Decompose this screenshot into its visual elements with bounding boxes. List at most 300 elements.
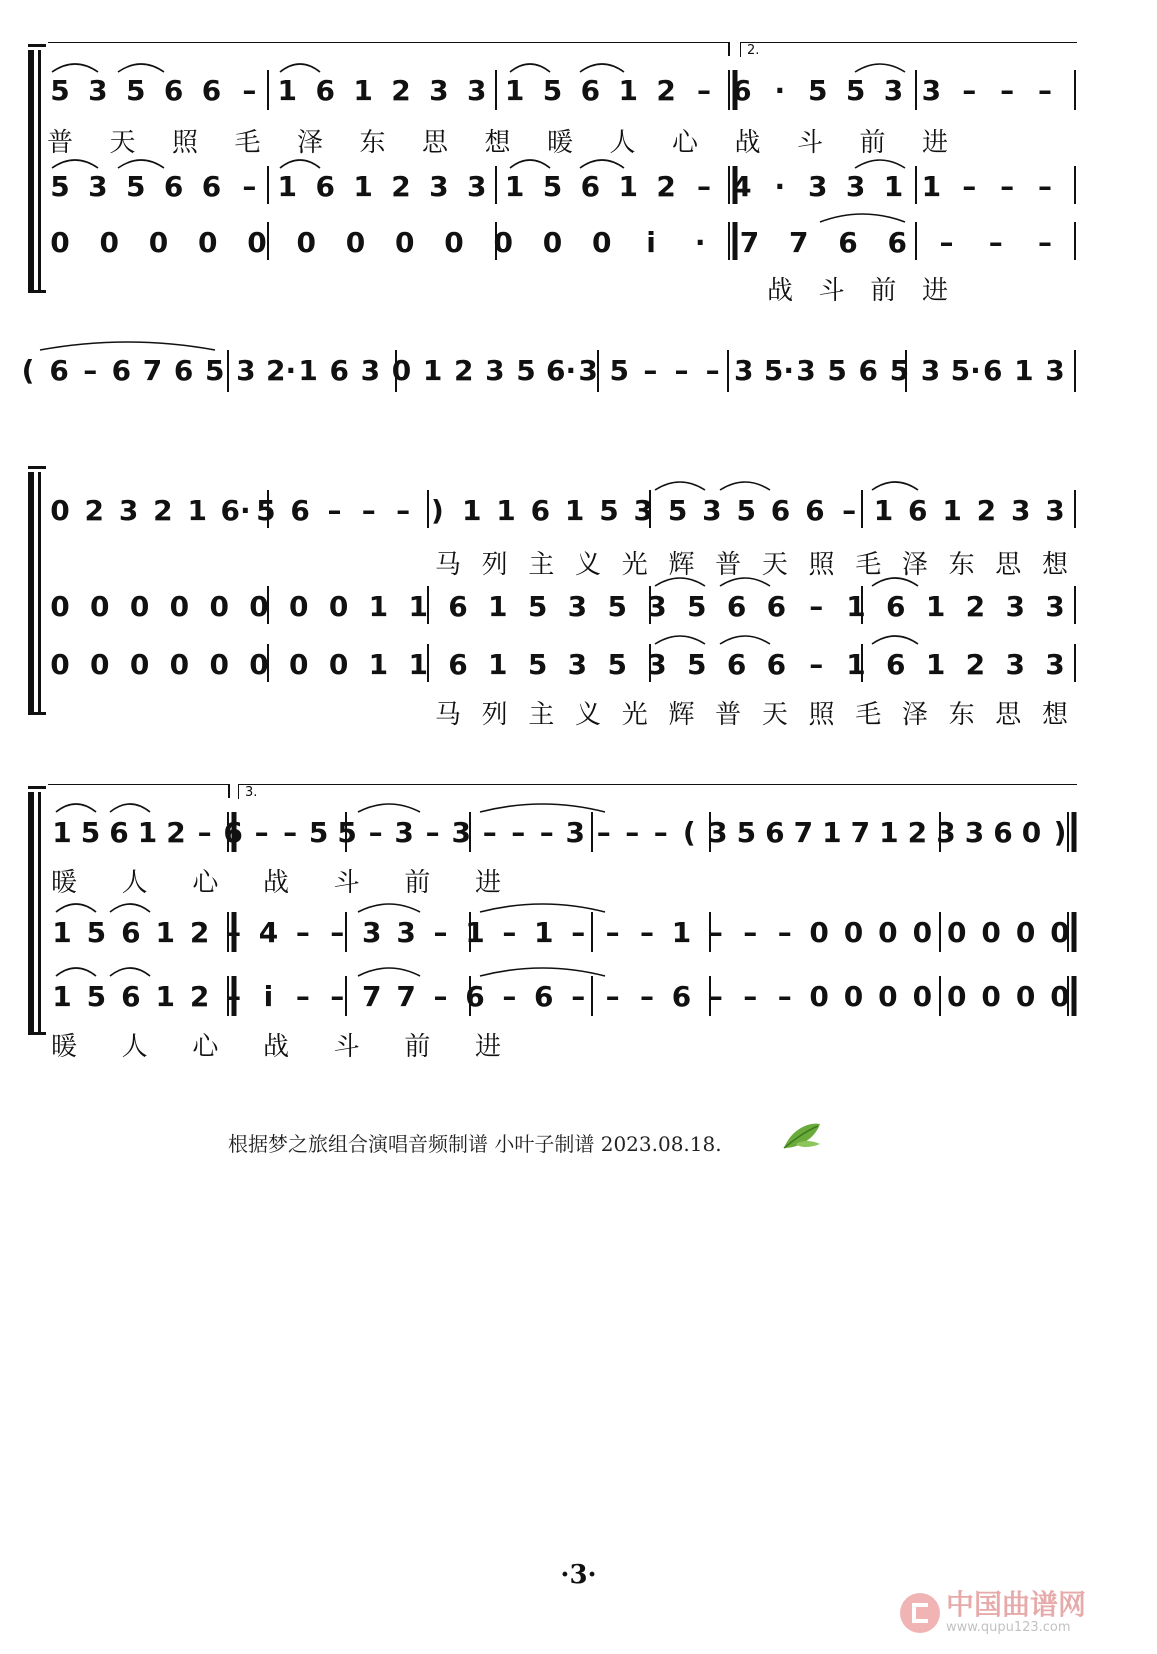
note: 0: [209, 590, 229, 623]
note: 1: [187, 494, 207, 527]
note: 1: [504, 170, 525, 203]
watermark-url: www.qupu123.com: [946, 1619, 1071, 1635]
lyric: 斗: [333, 868, 360, 898]
note: 0: [843, 980, 864, 1013]
lyric: 想: [1041, 700, 1068, 730]
note: –: [842, 494, 857, 527]
note: 5: [50, 170, 70, 203]
note: 2: [656, 170, 676, 203]
note: 3: [1045, 648, 1065, 681]
note: 6: [993, 816, 1013, 849]
note: 6: [530, 494, 551, 527]
note: 3: [451, 816, 471, 849]
note: –: [197, 816, 212, 849]
note: 1: [408, 648, 428, 681]
lyric: 思: [995, 550, 1022, 580]
note: 6: [315, 74, 335, 107]
note: –: [743, 980, 758, 1013]
note: 7: [396, 980, 416, 1013]
lyric: 泽: [901, 700, 928, 730]
note: 0: [843, 916, 864, 949]
site-watermark: [900, 1590, 1086, 1635]
note: 6: [726, 648, 747, 681]
note: –: [708, 916, 723, 949]
note: 3: [88, 170, 108, 203]
note: 3: [236, 354, 256, 387]
note: –: [1038, 170, 1052, 203]
note: –: [708, 980, 723, 1013]
note: (: [21, 354, 35, 387]
lyric: 毛: [234, 128, 261, 158]
lyric: 普: [715, 550, 742, 580]
note: 0: [1015, 980, 1036, 1013]
note: 6: [223, 816, 243, 849]
note: 0: [50, 494, 70, 527]
note: 1: [368, 648, 389, 681]
note: 3: [1045, 354, 1065, 387]
note: –: [539, 816, 554, 849]
lyric: 暖: [50, 1032, 77, 1062]
note: 6: [448, 648, 468, 681]
note: 6: [580, 74, 601, 107]
lyric: 东: [359, 128, 386, 158]
note: 0: [1050, 980, 1070, 1013]
note: 0: [391, 354, 412, 387]
note: 3: [567, 648, 588, 681]
note: 6: [465, 980, 485, 1013]
note: 3: [361, 916, 382, 949]
note: 6: [201, 74, 222, 107]
note: –: [809, 648, 824, 681]
note: 7: [142, 354, 163, 387]
note: –: [396, 494, 411, 527]
lyric: 斗: [333, 1032, 360, 1062]
lyric: 主: [528, 550, 555, 580]
lyric: 前: [859, 128, 886, 158]
note: 1: [461, 494, 482, 527]
note: –: [295, 916, 310, 949]
lyric: 暖: [546, 128, 573, 158]
note: 5: [204, 354, 225, 387]
note: 3: [633, 494, 653, 527]
lyric: 天: [109, 128, 136, 158]
note: 5: [687, 590, 707, 623]
note: –: [777, 916, 792, 949]
note: 6: [765, 816, 785, 849]
volta-2: 2.: [740, 42, 1077, 57]
note: 7: [789, 226, 809, 259]
note: 3: [429, 170, 449, 203]
note: 3: [702, 494, 722, 527]
note: 0: [50, 590, 70, 623]
note: 0: [148, 226, 169, 259]
note: 1: [298, 354, 318, 387]
note: 3: [708, 816, 728, 849]
note: –: [962, 170, 977, 203]
lyric: 照: [808, 700, 835, 730]
note: 5: [599, 494, 619, 527]
note: 2: [166, 816, 186, 849]
note: 0: [1050, 916, 1070, 949]
note: 3: [921, 74, 942, 107]
note: 5: [126, 74, 146, 107]
note: 0: [289, 590, 309, 623]
note: 0: [981, 980, 1001, 1013]
note: –: [83, 354, 98, 387]
lyric: 前: [404, 868, 431, 898]
note: 6: [886, 590, 906, 623]
lyric: 前: [404, 1032, 431, 1062]
note: 5: [736, 494, 756, 527]
note: 1: [368, 590, 389, 623]
lyric: 前: [870, 276, 897, 306]
note: 0: [129, 590, 150, 623]
note: 0: [249, 590, 269, 623]
note: 1: [942, 494, 962, 527]
note: 0: [247, 226, 267, 259]
note: 0: [289, 648, 309, 681]
note: i: [646, 226, 656, 259]
lyric: 义: [575, 700, 602, 730]
note: 0: [50, 648, 70, 681]
note: 3: [578, 354, 598, 387]
note: –: [809, 590, 824, 623]
lyric: 进: [921, 276, 948, 306]
note: –: [242, 170, 257, 203]
lyric: 天: [761, 700, 788, 730]
note: 6: [766, 648, 787, 681]
note: 5: [607, 648, 627, 681]
note: 6: [49, 354, 69, 387]
note: 1: [822, 816, 842, 849]
lyric: 暖: [50, 868, 77, 898]
note: 0: [90, 590, 110, 623]
note: 3: [396, 916, 416, 949]
lyric: 东: [948, 700, 975, 730]
note: 3: [1045, 590, 1065, 623]
note: 6: [887, 226, 907, 259]
lyric: 心: [192, 868, 219, 898]
note: –: [502, 980, 517, 1013]
note: 4: [732, 170, 752, 203]
note: 0: [981, 916, 1001, 949]
note: 3: [565, 816, 585, 849]
lyric: 泽: [901, 550, 928, 580]
note: 1: [488, 590, 508, 623]
note: 5: [527, 648, 548, 681]
note: 0: [878, 916, 898, 949]
volta-1-end: [728, 42, 730, 56]
note: 7: [361, 980, 382, 1013]
note: 6: [173, 354, 194, 387]
note: 5: [889, 354, 910, 387]
bracket-cap-top: [28, 786, 46, 789]
system-start-barline: [38, 792, 41, 1032]
note: 1: [921, 170, 942, 203]
note: 4: [258, 916, 279, 949]
note: i: [263, 980, 274, 1013]
lyric: 想: [1041, 550, 1068, 580]
note: 1: [52, 980, 72, 1013]
note: –: [227, 980, 242, 1013]
note: 5: [50, 74, 70, 107]
note: 5: [807, 74, 828, 107]
note: 0: [809, 916, 829, 949]
lyric: 列: [481, 700, 508, 730]
note: 0: [395, 226, 415, 259]
note: 6: [121, 916, 141, 949]
note: –: [697, 170, 712, 203]
note: 3: [485, 354, 505, 387]
lyric: 光: [621, 700, 648, 730]
note: 2: [391, 74, 411, 107]
note: 1: [277, 74, 298, 107]
lyric: 马: [434, 700, 461, 730]
note: 2: [189, 980, 210, 1013]
note: 1: [925, 648, 946, 681]
note: 5: [667, 494, 688, 527]
note: 5: [607, 590, 627, 623]
note: 5: [86, 916, 107, 949]
system-start-barline: [38, 50, 41, 290]
note: 0: [296, 226, 316, 259]
volta-2-line: [48, 784, 228, 785]
note: 5: [527, 590, 548, 623]
system-start-barline: [38, 472, 41, 712]
note: –: [327, 494, 342, 527]
lyric: 泽: [296, 128, 323, 158]
note: –: [1038, 226, 1052, 259]
note: –: [571, 916, 586, 949]
note: 0: [1015, 916, 1036, 949]
lyric: 天: [761, 550, 788, 580]
note: 1: [422, 354, 443, 387]
note: 2: [453, 354, 474, 387]
note: 1: [504, 74, 525, 107]
note: 2: [965, 590, 986, 623]
note: 0: [328, 648, 349, 681]
lyric: 毛: [855, 700, 882, 730]
lyric: 主: [528, 700, 555, 730]
note: 1: [846, 648, 866, 681]
note: 6: [983, 354, 1003, 387]
note: 0: [129, 648, 150, 681]
note: ): [431, 494, 444, 527]
lyric: 人: [121, 1032, 148, 1062]
lyric: 心: [671, 128, 698, 158]
note: 7: [793, 816, 814, 849]
note: 6: [163, 170, 184, 203]
note: 3: [1005, 648, 1025, 681]
note: 6: [315, 170, 335, 203]
note: –: [283, 816, 298, 849]
note: ): [1053, 816, 1067, 849]
note: 5: [516, 354, 536, 387]
note: 5: [542, 170, 563, 203]
note: 5: [687, 648, 707, 681]
note: 0: [912, 916, 933, 949]
note: 7: [739, 226, 760, 259]
note: 0: [50, 226, 70, 259]
note: 3: [964, 816, 985, 849]
note: 1: [52, 916, 72, 949]
note: 0: [99, 226, 119, 259]
note: 6: [580, 170, 601, 203]
lyric: 战: [262, 1032, 289, 1062]
note: 1: [564, 494, 585, 527]
note: 1: [879, 816, 899, 849]
note: 2: [153, 494, 173, 527]
lyric: 斗: [796, 128, 823, 158]
note: –: [962, 74, 977, 107]
bracket-cap-bottom: [28, 290, 46, 293]
note: 1: [925, 590, 946, 623]
lyric: 东: [948, 550, 975, 580]
note: 0: [345, 226, 366, 259]
note: 5: [126, 170, 146, 203]
note: (: [682, 816, 696, 849]
note: 5: [86, 980, 107, 1013]
note: –: [640, 916, 655, 949]
note: –: [988, 226, 1003, 259]
note: 3: [360, 354, 381, 387]
site-logo-icon: [900, 1593, 940, 1633]
note: 1: [353, 74, 373, 107]
note: 6: [448, 590, 468, 623]
note: –: [425, 816, 440, 849]
note: 6: [111, 354, 132, 387]
note: 1: [618, 74, 638, 107]
note: –: [368, 816, 383, 849]
system-bracket: [28, 792, 34, 1032]
note: –: [295, 980, 310, 1013]
note: 3: [88, 74, 108, 107]
note: 3: [567, 590, 588, 623]
note: 6: [201, 170, 222, 203]
note: –: [697, 74, 712, 107]
note: 1: [155, 916, 175, 949]
volta-3: 3.: [238, 784, 1077, 799]
note: –: [330, 980, 345, 1013]
note: –: [502, 916, 517, 949]
note: –: [939, 226, 954, 259]
note: 6: [908, 494, 928, 527]
note: 6: [726, 590, 747, 623]
note: 5: [542, 74, 563, 107]
lyric: 人: [609, 128, 636, 158]
note: 3: [394, 816, 414, 849]
lyric: 人: [121, 868, 148, 898]
lyric: 想: [484, 128, 511, 158]
note: 1: [618, 170, 638, 203]
lyric: 毛: [855, 550, 882, 580]
note: 6: [121, 980, 141, 1013]
note: –: [743, 916, 758, 949]
note: 1: [353, 170, 373, 203]
note: 3: [845, 170, 866, 203]
lyric: 普: [715, 700, 742, 730]
note: 3: [1005, 590, 1025, 623]
note: 0: [90, 648, 110, 681]
note: 0: [169, 648, 190, 681]
note: 2: [976, 494, 997, 527]
bracket-cap-top: [28, 44, 46, 47]
note: 1: [846, 590, 866, 623]
note: 1: [155, 980, 175, 1013]
volta-1-line: [48, 42, 728, 43]
note: –: [777, 980, 792, 1013]
note: –: [254, 816, 269, 849]
note: 0: [542, 226, 563, 259]
note: 6: [290, 494, 310, 527]
note: 0: [912, 980, 933, 1013]
note: 1: [534, 916, 554, 949]
note: –: [674, 354, 689, 387]
note: –: [1038, 74, 1052, 107]
lyric: 战: [766, 276, 793, 306]
note: 1: [671, 916, 692, 949]
lyric: 义: [575, 550, 602, 580]
note: –: [596, 816, 611, 849]
note: 3: [734, 354, 754, 387]
note: 3: [883, 74, 904, 107]
lyric: 进: [474, 1032, 501, 1062]
note: 6: [858, 354, 878, 387]
note: 3: [118, 494, 139, 527]
note: –: [605, 980, 620, 1013]
lyric: 思: [421, 128, 448, 158]
lyric: 心: [192, 1032, 219, 1062]
note: 6·: [220, 494, 251, 527]
note: 5: [256, 494, 276, 527]
note: 0: [809, 980, 829, 1013]
note: 2: [189, 916, 210, 949]
note: 3: [429, 74, 449, 107]
note: 0: [198, 226, 218, 259]
note: 6: [886, 648, 906, 681]
note: –: [640, 980, 655, 1013]
note: 7: [850, 816, 871, 849]
bracket-cap-bottom: [28, 712, 46, 715]
note: –: [361, 494, 376, 527]
note: 3: [936, 816, 956, 849]
note: 3: [466, 170, 487, 203]
note: 5: [736, 816, 757, 849]
note: 0: [493, 226, 513, 259]
bracket-cap-bottom: [28, 1032, 46, 1035]
page-number: ·3·: [560, 1560, 597, 1590]
note: 0: [444, 226, 464, 259]
note: –: [511, 816, 526, 849]
lyric: 思: [995, 700, 1022, 730]
note: 6: [109, 816, 129, 849]
note: 1: [52, 816, 72, 849]
lyric: 辉: [668, 700, 695, 730]
note: 3: [1045, 494, 1065, 527]
note: 3: [647, 648, 667, 681]
note: 5: [308, 816, 329, 849]
note: 1: [488, 648, 508, 681]
note: 6: [770, 494, 791, 527]
lyric: 进: [921, 128, 948, 158]
note: 0: [209, 648, 229, 681]
note: 1: [137, 816, 158, 849]
note: –: [242, 74, 257, 107]
lyric: 辉: [668, 550, 695, 580]
note: 5: [827, 354, 847, 387]
note: 3: [920, 354, 941, 387]
system-bracket: [28, 50, 34, 290]
